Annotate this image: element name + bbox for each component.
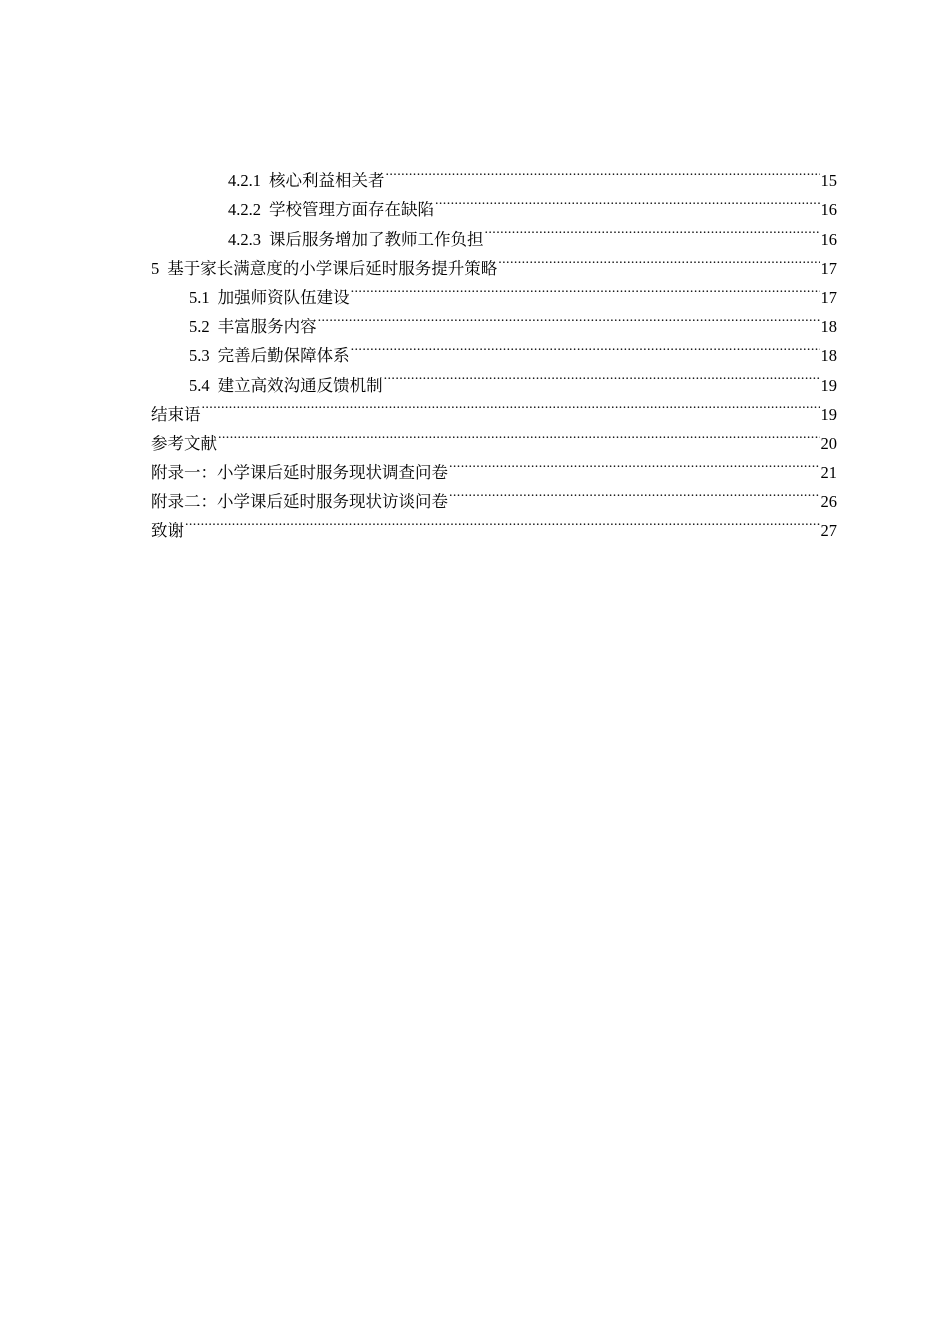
toc-page-number: 26: [820, 492, 837, 512]
toc-page-number: 27: [820, 521, 837, 541]
toc-dot-leader: [384, 361, 820, 390]
toc-entry-number: 4.2.2: [228, 200, 261, 220]
toc-entry-title: 建立高效沟通反馈机制: [217, 375, 383, 395]
toc-entry-number: 5.2: [189, 317, 210, 337]
toc-entry-number: 5.4: [189, 375, 210, 395]
toc-entry-title: 附录一：小学课后延时服务现状调查问卷: [151, 463, 448, 483]
table-of-contents: [151, 157, 837, 541]
toc-dot-leader: [202, 391, 820, 420]
toc-dot-leader: [351, 274, 820, 303]
toc-entry-title: 结束语: [151, 404, 201, 424]
toc-entry-number: 4.2.3: [228, 229, 261, 249]
toc-entry[interactable]: [151, 420, 837, 453]
toc-entry-title: 丰富服务内容: [217, 317, 317, 337]
toc-entry-number: 5: [151, 258, 160, 278]
toc-entry-title: 基于家长满意度的小学课后延时服务提升策略: [167, 258, 498, 278]
toc-dot-leader: [351, 332, 820, 361]
toc-entry[interactable]: [151, 507, 837, 541]
toc-entry-number: 5.1: [189, 287, 210, 307]
toc-page-number: 19: [820, 375, 837, 395]
toc-page-number: 20: [820, 433, 837, 453]
toc-page-number: 21: [820, 463, 837, 483]
toc-entry-title: 核心利益相关者: [269, 171, 385, 191]
toc-dot-leader: [218, 420, 820, 449]
toc-page-number: 15: [820, 171, 837, 191]
toc-page-number: 16: [820, 200, 837, 220]
toc-dot-leader: [449, 478, 820, 507]
toc-entry-title: 课后服务增加了教师工作负担: [269, 229, 484, 249]
toc-entry[interactable]: [151, 157, 837, 191]
toc-entry-title: 加强师资队伍建设: [217, 287, 350, 307]
toc-page-number: 17: [820, 258, 837, 278]
toc-entry-title: 参考文献: [151, 433, 217, 453]
toc-page-number: 19: [820, 404, 837, 424]
toc-entry-title: 致谢: [151, 521, 184, 541]
toc-page-number: 16: [820, 229, 837, 249]
toc-page-number: 18: [820, 317, 837, 337]
toc-page-number: 17: [820, 287, 837, 307]
toc-page-number: 18: [820, 346, 837, 366]
toc-entry-number: 5.3: [189, 346, 210, 366]
toc-dot-leader: [498, 245, 819, 274]
toc-dot-leader: [449, 449, 820, 478]
toc-entry-number: 4.2.1: [228, 171, 261, 191]
toc-entry[interactable]: [151, 391, 837, 424]
toc-entry-title: 附录二：小学课后延时服务现状访谈问卷: [151, 492, 448, 512]
toc-dot-leader: [435, 186, 820, 215]
toc-entry-title: 完善后勤保障体系: [217, 346, 350, 366]
toc-entry-title: 学校管理方面存在缺陷: [269, 200, 434, 220]
toc-dot-leader: [485, 215, 820, 244]
toc-dot-leader: [318, 303, 820, 332]
toc-dot-leader: [185, 507, 820, 536]
toc-dot-leader: [386, 157, 820, 186]
toc-entry[interactable]: [151, 449, 837, 483]
